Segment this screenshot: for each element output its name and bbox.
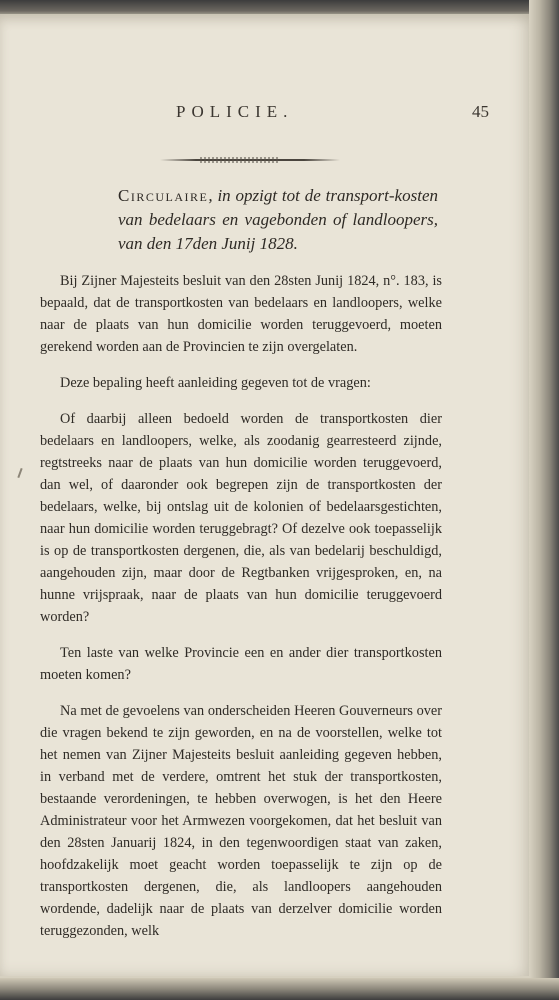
running-head (0, 102, 532, 126)
circular-heading (118, 184, 438, 256)
ornamental-rule-accent (200, 157, 280, 163)
body-text (40, 270, 442, 942)
scan-bottom-edge (0, 978, 559, 1000)
running-head-title: POLICIE. (176, 102, 294, 121)
circular-heading-rest: , in opzigt tot de transport-kosten van bedelaars en vagebonden of landloopers, van den 17den Junij 1828. (118, 186, 438, 253)
page-number: 45 (472, 102, 489, 121)
paragraph: Bij Zijner Majesteits besluit van den 28sten Junij 1824, n°. 183, is bepaald, dat de transportkosten van bedelaars en landloopers, welke naar de plaats van hun domicilie worden teruggevoerd, moeten gerekend worden aan de Provincien te zijn overgelaten. (40, 273, 442, 355)
circular-heading-lead: Circulaire (118, 186, 209, 205)
paragraph: Deze bepaling heeft aanleiding gegeven tot de vragen: (60, 375, 371, 391)
paragraph: Of daarbij alleen bedoeld worden de transportkosten dier bedelaars en landloopers, welke, als zoodanig gearresteerd zijnde, regtstreeks naar de plaats van hun domicilie worden teruggevoerd, dan wel, of daaronder ook begrepen zijn de transportkosten der bedelaars, welke, bij ontslag uit de kolonien of bedelaarsgestichten, naar hun domicilie worden teruggebragt? Of dezelve ook toepasselijk is op de transportkosten dergenen, die, als van bedelarij beschuldigd, aangehouden zijn, maar door de Regtbanken vrijgesproken, en, na hunne vrijspraak, naar de plaats van hun domicilie teruggevoerd worden? (40, 411, 442, 625)
scan-right-edge (529, 0, 559, 1000)
paragraph: Ten laste van welke Provincie een en ander dier transportkosten moeten komen? (40, 645, 442, 683)
margin-mark (17, 468, 22, 478)
book-page (0, 14, 532, 976)
paragraph: Na met de gevoelens van onderscheiden Heeren Gouverneurs over die vragen bekend te zijn geworden, en na de voorstellen, welke tot het nemen van Zijner Majesteits besluit aanleiding gegeven hebben, in verband met de verdere, omtrent het stuk der transportkosten, bestaande verordeningen, te hebben overwogen, is het den Heere Administrateur voor het Armwezen voorgekomen, dat het besluit van den 28sten Januarij 1824, in den tegenwoordigen staat van zaken, hoofdzakelijk moet geacht worden toepasselijk te zijn op de transportkosten dergenen, die, als landloopers aangehouden wordende, dadelijk naar de plaats van derzelver domicilie worden teruggezonden, welk (40, 703, 442, 939)
